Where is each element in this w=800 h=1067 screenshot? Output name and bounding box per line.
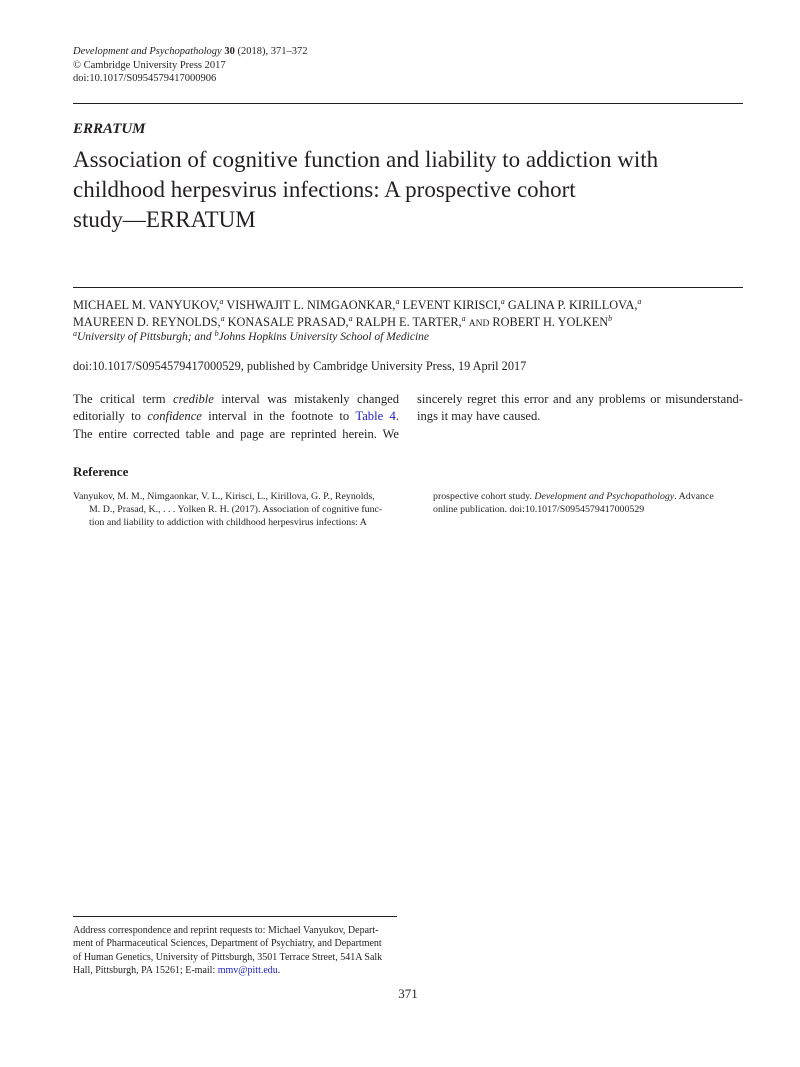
article-doi-line: doi:10.1017/S0954579417000529, published by Cambridge University Press, 19 April 2017: [73, 359, 527, 373]
affiliation-mark: b: [214, 329, 219, 338]
footnote-text: .: [277, 965, 281, 977]
body-text: editorially to: [73, 409, 148, 424]
journal-year-pages: (2018), 371–372: [237, 46, 308, 57]
author-affiliation-mark: a: [348, 314, 353, 323]
author-list: [73, 297, 753, 333]
affiliation-mark: a: [73, 329, 77, 338]
reference-entry-right: [433, 490, 743, 516]
reference-heading: Reference: [73, 464, 129, 479]
emphasis-text: credible: [173, 392, 214, 406]
copyright-line: © Cambridge University Press 2017: [73, 59, 226, 71]
journal-volume: 30: [224, 46, 235, 57]
author-name: MAUREEN D. REYNOLDS,: [73, 315, 221, 329]
body-line: The entire corrected table and page are reprinted herein. We: [73, 426, 399, 441]
body-text: interval in the footnote to: [201, 409, 356, 424]
body-column-right: [417, 391, 743, 426]
article-kicker: ERRATUM: [73, 121, 146, 137]
body-column-left: [73, 391, 399, 443]
body-text: .: [395, 409, 400, 424]
title-line: Association of cognitive function and liability to addiction with: [73, 147, 659, 172]
body-line: sincerely regret this error and any problems or misunderstand-: [417, 392, 743, 406]
author-name: LEVENT KIRISCI,: [402, 298, 501, 312]
footnote-divider: [73, 916, 397, 917]
footnote-line: [73, 964, 399, 977]
body-line: [73, 408, 399, 425]
body-line: [73, 391, 399, 408]
footnote-line: Address correspondence and reprint requests to: Michael Vanyukov, Depart-: [73, 925, 379, 936]
title-divider: [73, 287, 743, 288]
reference-text: prospective cohort study.: [433, 491, 535, 502]
reference-text: . Advance: [674, 491, 714, 502]
reference-entry-left: [73, 490, 399, 529]
body-text: The critical term: [73, 392, 174, 406]
journal-doi: doi:10.1017/S0954579417000906: [73, 73, 217, 84]
and-connector: AND: [468, 319, 490, 329]
journal-header: [73, 45, 307, 86]
affiliations: [73, 331, 429, 343]
reference-line: [433, 490, 743, 503]
title-line: childhood herpesvirus infections: A prospective cohort: [73, 177, 576, 202]
author-affiliation-mark: a: [461, 314, 466, 323]
correspondence-footnote: [73, 924, 399, 978]
reference-line: online publication. doi:10.1017/S0954579417000529: [433, 504, 645, 515]
author-affiliation-mark: b: [608, 314, 613, 323]
author-affiliation-mark: a: [637, 297, 642, 306]
author-affiliation-mark: a: [500, 297, 505, 306]
page-number: 371: [398, 986, 418, 1001]
email-link[interactable]: mmv@pitt.edu: [217, 965, 278, 977]
author-name: KONASALE PRASAD,: [227, 315, 349, 329]
author-affiliation-mark: a: [395, 297, 400, 306]
body-line: ings it may have caused.: [417, 409, 541, 424]
author-name: VISHWAJIT L. NIMGAONKAR,: [226, 298, 396, 312]
reference-line: tion and liability to addiction with childhood herpesvirus infections: A: [89, 517, 367, 528]
journal-citation: [73, 45, 307, 59]
body-text: interval was mistakenly changed: [213, 392, 400, 406]
title-line: study—ERRATUM: [73, 207, 256, 232]
reference-journal: Development and Psychopathology: [534, 491, 675, 502]
author-name: GALINA P. KIRILLOVA,: [507, 298, 638, 312]
author-affiliation-mark: a: [220, 314, 225, 323]
author-line: [73, 297, 753, 314]
author-name: ROBERT H. YOLKEN: [492, 315, 609, 329]
reference-line: Vanyukov, M. M., Nimgaonkar, V. L., Kirisci, L., Kirillova, G. P., Reynolds,: [73, 491, 375, 502]
affiliation-text: Johns Hopkins University School of Medicine: [218, 331, 430, 343]
table-4-link[interactable]: Table 4: [355, 409, 396, 424]
article-title: [73, 145, 743, 235]
footnote-text: Hall, Pittsburgh, PA 15261; E-mail:: [73, 965, 218, 977]
reference-line: M. D., Prasad, K., . . . Yolken R. H. (2017). Association of cognitive func-: [89, 504, 383, 515]
top-divider: [73, 103, 743, 104]
emphasis-text: confidence: [147, 409, 202, 424]
author-affiliation-mark: a: [219, 297, 224, 306]
journal-name: Development and Psychopathology: [73, 46, 222, 57]
footnote-line: ment of Pharmaceutical Sciences, Department of Psychiatry, and Department: [73, 938, 382, 950]
affiliation-text: University of Pittsburgh; and: [77, 331, 215, 343]
author-name: MICHAEL M. VANYUKOV,: [73, 298, 220, 312]
author-name: RALPH E. TARTER,: [355, 315, 462, 329]
footnote-line: of Human Genetics, University of Pittsburgh, 3501 Terrace Street, 541A Salk: [73, 951, 383, 963]
